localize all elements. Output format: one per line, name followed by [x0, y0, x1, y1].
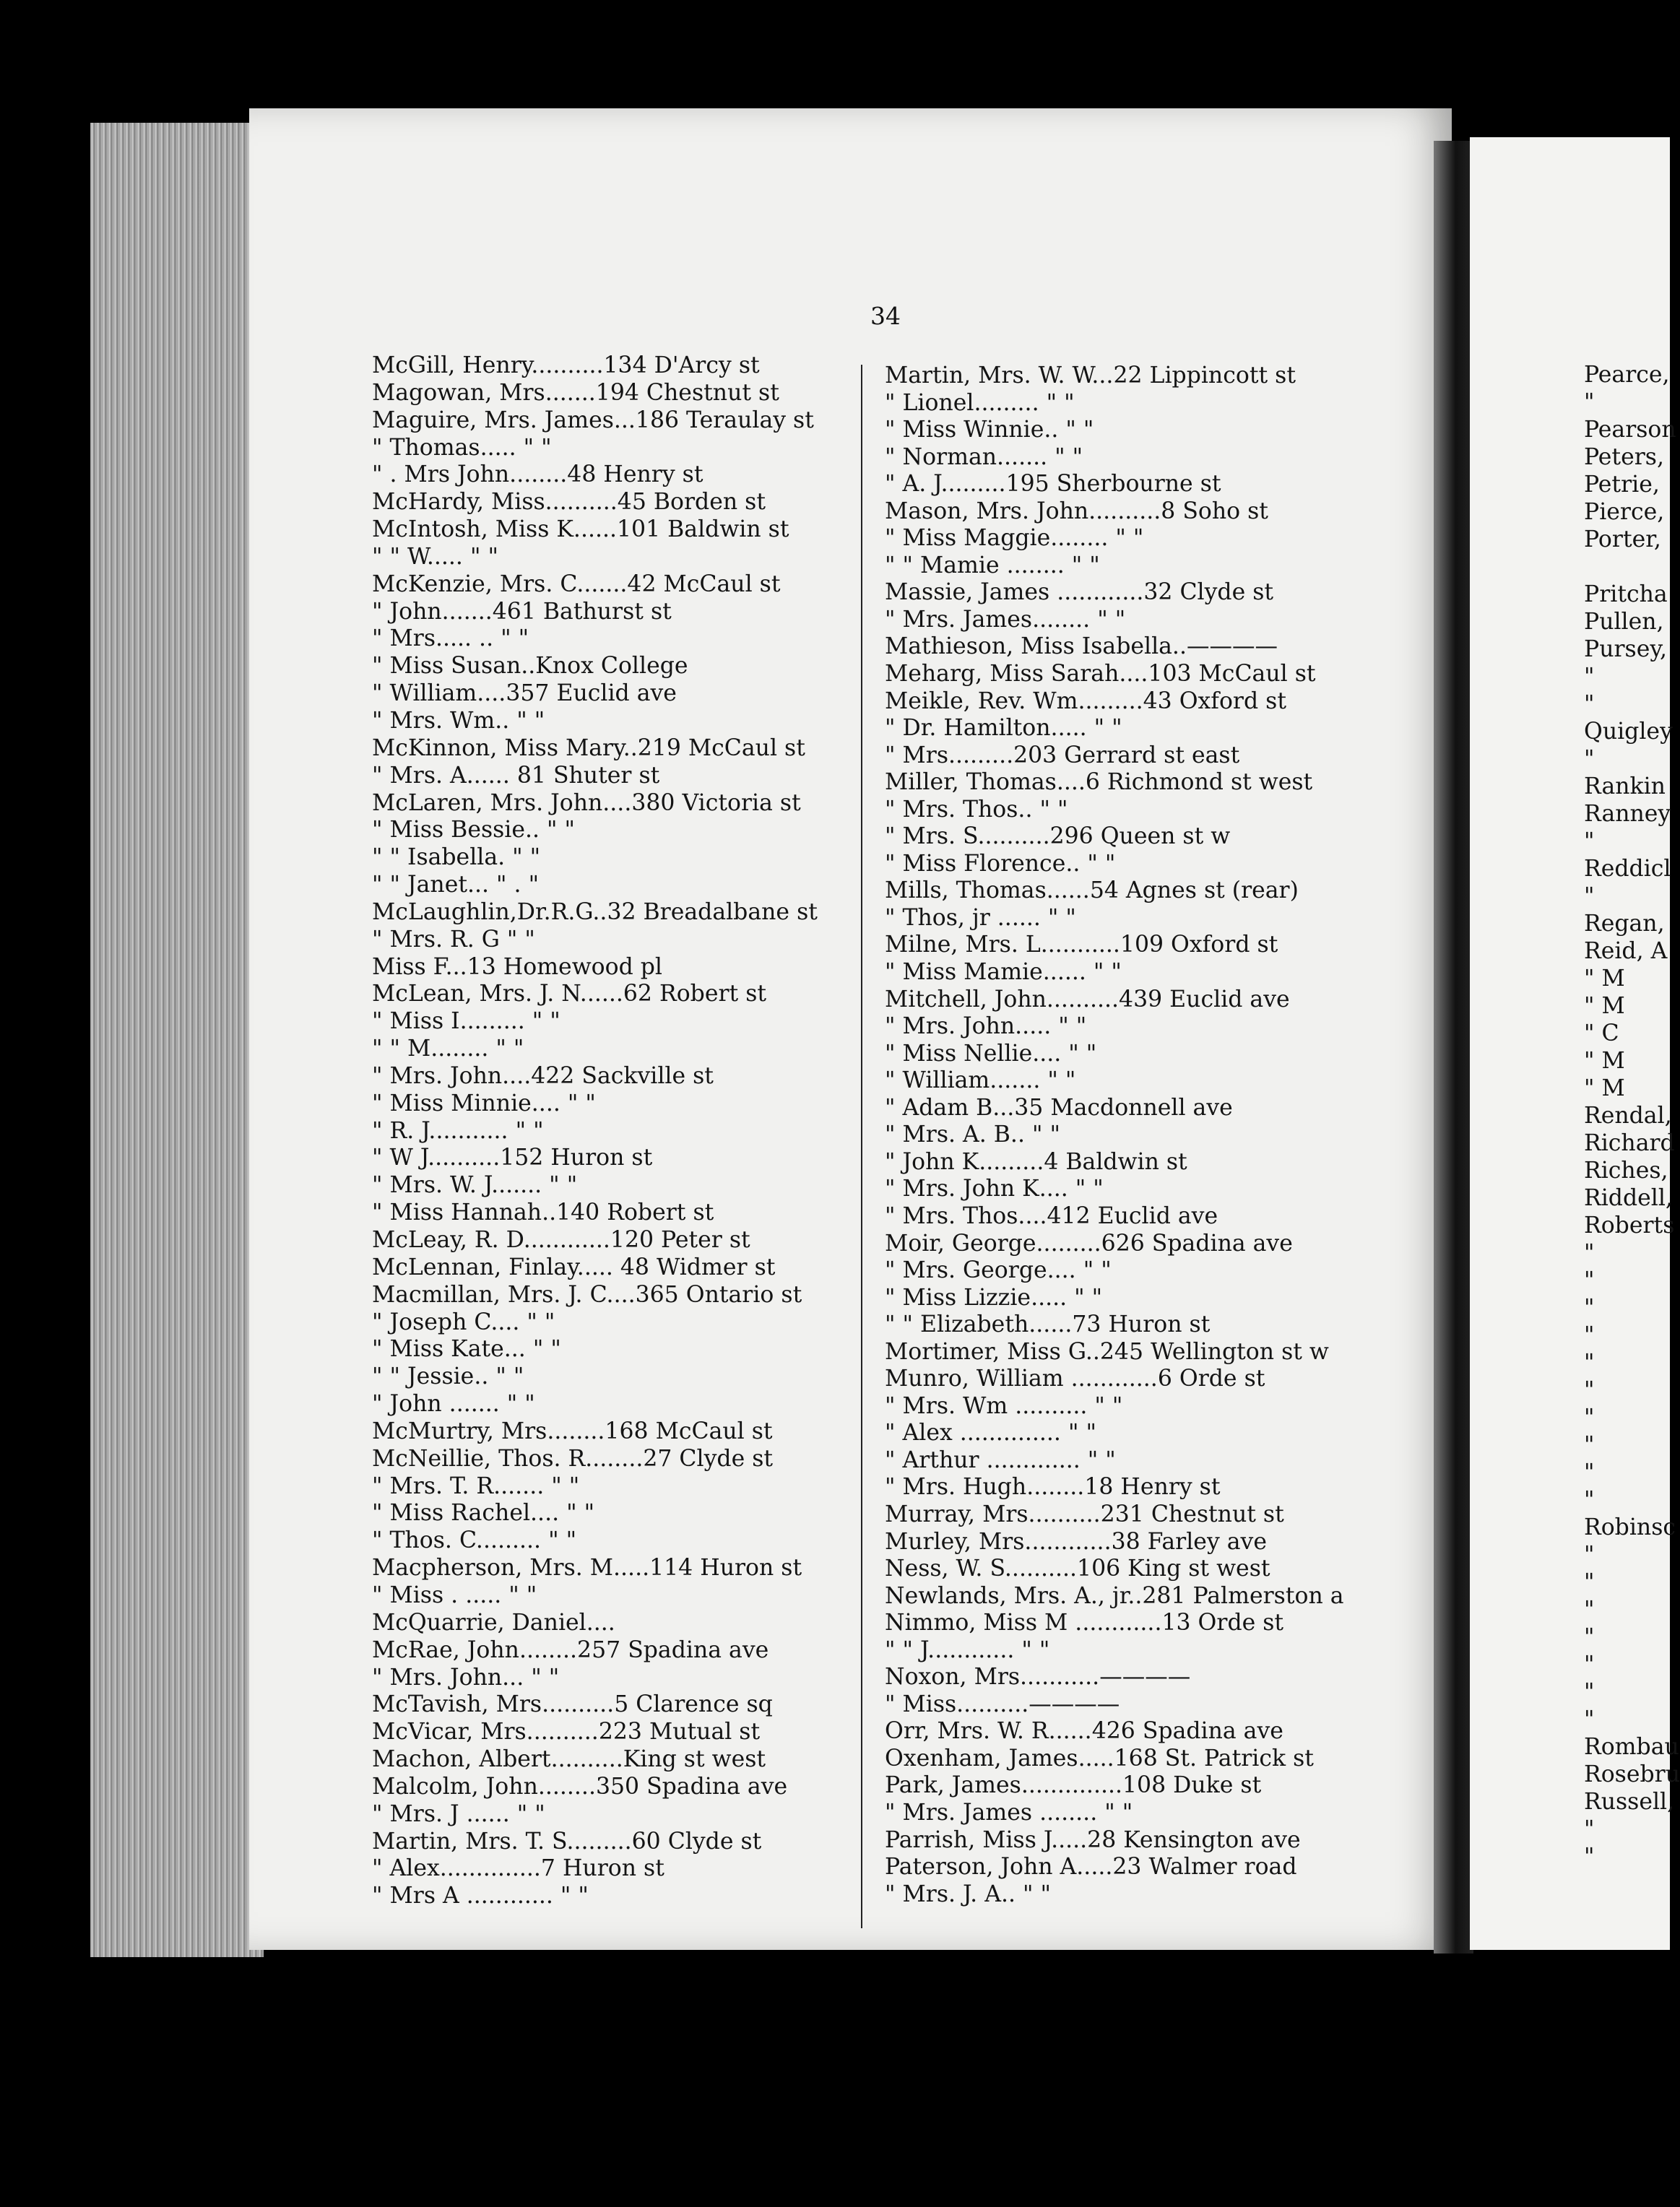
directory-entry: " M — [1584, 1075, 1625, 1101]
directory-entry: " Thomas..... " " — [372, 434, 552, 461]
directory-entry: " Alex .............. " " — [885, 1420, 1096, 1447]
directory-entry: " John ....... " " — [372, 1391, 535, 1418]
directory-entry: McLeay, R. D............120 Peter st — [372, 1227, 750, 1253]
directory-column-middle — [885, 363, 1376, 1908]
directory-entry: " Miss Hannah..140 Robert st — [372, 1200, 714, 1226]
directory-entry: " — [1584, 389, 1595, 415]
directory-entry: " Mrs. Thos....412 Euclid ave — [885, 1202, 1218, 1229]
directory-entry: " William....357 Euclid ave — [372, 680, 677, 707]
directory-entry: McGill, Henry..........134 D'Arcy st — [372, 352, 760, 378]
directory-entry: Rankin — [1584, 773, 1666, 799]
directory-entry: " — [1584, 746, 1595, 772]
directory-entry: McLaren, Mrs. John....380 Victoria st — [372, 789, 801, 816]
directory-entry: Meharg, Miss Sarah....103 McCaul st — [885, 661, 1316, 688]
directory-entry: " Mrs. John..... " " — [885, 1013, 1087, 1040]
directory-entry: Park, James..............108 Duke st — [885, 1772, 1262, 1799]
directory-column-right-partial — [1584, 361, 1678, 1870]
directory-entry: Rosebru — [1584, 1761, 1680, 1787]
directory-entry: Murray, Mrs..........231 Chestnut st — [885, 1501, 1284, 1527]
directory-entry: " Mrs A ............ " " — [372, 1883, 589, 1909]
directory-entry: " — [1584, 1624, 1595, 1650]
directory-entry: " Miss Lizzie..... " " — [885, 1284, 1103, 1311]
directory-entry: Murley, Mrs............38 Farley ave — [885, 1528, 1267, 1555]
directory-entry: Mortimer, Miss G..245 Wellington st w — [885, 1338, 1329, 1365]
directory-entry: Pritcha — [1584, 581, 1668, 607]
directory-entry: Russell, — [1584, 1789, 1675, 1815]
directory-entry: Peters, — [1584, 444, 1664, 470]
directory-entry: " — [1584, 1240, 1595, 1266]
directory-entry — [1584, 553, 1678, 581]
directory-entry: " — [1584, 1569, 1595, 1595]
directory-entry: " M — [1584, 993, 1625, 1019]
directory-entry: " Arthur ............. " " — [885, 1447, 1116, 1473]
column-divider — [861, 365, 862, 1928]
directory-entry: " Mrs. S..........296 Queen st w — [885, 823, 1231, 850]
directory-entry: " Joseph C.... " " — [372, 1309, 555, 1335]
directory-entry: " Mrs. John K.... " " — [885, 1176, 1104, 1202]
directory-entry: " " Janet... " . " — [372, 872, 540, 898]
directory-entry: " — [1584, 1295, 1595, 1321]
directory-entry: " Mrs. Wm .......... " " — [885, 1392, 1123, 1419]
directory-entry: Macpherson, Mrs. M.....114 Huron st — [372, 1555, 802, 1582]
directory-entry: McRae, John........257 Spadina ave — [372, 1636, 769, 1663]
directory-entry: Miller, Thomas....6 Richmond st west — [885, 769, 1313, 796]
directory-entry: Paterson, John A.....23 Walmer road — [885, 1854, 1297, 1881]
directory-entry: " Dr. Hamilton..... " " — [885, 715, 1122, 742]
directory-entry: McQuarrie, Daniel.... — [372, 1609, 615, 1636]
directory-entry: Milne, Mrs. L...........109 Oxford st — [885, 932, 1278, 958]
directory-entry: Pearce, — [1584, 362, 1670, 388]
directory-entry: Munro, William ............6 Orde st — [885, 1366, 1265, 1392]
directory-entry: Rendal, — [1584, 1103, 1672, 1129]
directory-entry: McVicar, Mrs..........223 Mutual st — [372, 1719, 761, 1746]
directory-entry: Riches, — [1584, 1158, 1668, 1184]
directory-entry: " Mrs. James........ " " — [885, 606, 1126, 633]
directory-entry: Machon, Albert..........King st west — [372, 1746, 766, 1773]
directory-entry: Robinsc — [1584, 1514, 1676, 1540]
directory-entry: " — [1584, 1377, 1595, 1403]
directory-entry: " Mrs. John....422 Sackville st — [372, 1062, 714, 1089]
directory-entry: Newlands, Mrs. A., jr..281 Palmerston a — [885, 1582, 1344, 1609]
directory-entry: Miss F...13 Homewood pl — [372, 953, 663, 980]
directory-entry: " Mrs. R. G " " — [372, 926, 535, 953]
directory-entry: " Mrs. George.... " " — [885, 1257, 1112, 1284]
directory-entry: " — [1584, 1816, 1595, 1842]
directory-entry: Nimmo, Miss M ............13 Orde st — [885, 1610, 1284, 1636]
directory-entry: " " W..... " " — [372, 543, 498, 570]
directory-entry: McLennan, Finlay..... 48 Widmer st — [372, 1254, 776, 1280]
directory-entry: Richard — [1584, 1130, 1675, 1156]
directory-entry: " Mrs. A. B.. " " — [885, 1122, 1060, 1148]
directory-entry: " Miss Rachel.... " " — [372, 1500, 595, 1527]
directory-entry: " — [1584, 1460, 1595, 1486]
directory-entry: " " Jessie.. " " — [372, 1363, 524, 1390]
directory-entry: " John.......461 Bathurst st — [372, 598, 672, 625]
directory-entry: " Miss Susan..Knox College — [372, 653, 688, 680]
directory-entry: Porter, — [1584, 526, 1661, 552]
directory-entry: " — [1584, 1844, 1595, 1870]
directory-entry: Reddicl — [1584, 856, 1671, 882]
directory-entry: Oxenham, James.....168 St. Patrick st — [885, 1745, 1314, 1772]
directory-entry: " — [1584, 1542, 1595, 1568]
directory-entry: " R. J........... " " — [372, 1117, 544, 1144]
directory-entry: " — [1584, 1679, 1595, 1705]
directory-entry: Reid, A — [1584, 938, 1668, 964]
directory-entry: Meikle, Rev. Wm.........43 Oxford st — [885, 688, 1286, 714]
directory-column-left — [372, 352, 856, 1910]
directory-entry: " — [1584, 1707, 1595, 1733]
directory-entry: " Miss..........———— — [885, 1691, 1120, 1717]
directory-entry: " Miss Bessie.. " " — [372, 817, 576, 844]
directory-entry: " Thos, jr ...... " " — [885, 904, 1076, 931]
directory-entry: " C — [1584, 1020, 1619, 1046]
directory-entry: McNeillie, Thos. R........27 Clyde st — [372, 1445, 774, 1472]
directory-entry: " A. J.........195 Sherbourne st — [885, 471, 1221, 498]
directory-entry: " — [1584, 1432, 1595, 1458]
directory-entry: " — [1584, 1322, 1595, 1348]
directory-entry: Pullen, — [1584, 609, 1664, 635]
directory-entry: McKinnon, Miss Mary..219 McCaul st — [372, 734, 805, 761]
directory-entry: Pierce, — [1584, 499, 1665, 525]
directory-entry: Mills, Thomas......54 Agnes st (rear) — [885, 877, 1299, 904]
directory-entry: McTavish, Mrs..........5 Clarence sq — [372, 1691, 773, 1718]
directory-entry: " Miss Minnie.... " " — [372, 1090, 596, 1116]
directory-entry: " Thos. C......... " " — [372, 1527, 577, 1554]
directory-entry: McLean, Mrs. J. N......62 Robert st — [372, 981, 767, 1007]
directory-entry: " Miss . ..... " " — [372, 1582, 537, 1608]
directory-entry: " Mrs..... .. " " — [372, 625, 529, 652]
directory-entry: Parrish, Miss J.....28 Kensington ave — [885, 1826, 1301, 1853]
directory-entry: " Mrs. A...... 81 Shuter st — [372, 762, 660, 789]
page-number: 34 — [870, 302, 901, 330]
directory-entry: " Alex..............7 Huron st — [372, 1855, 664, 1882]
directory-entry: " — [1584, 1652, 1595, 1678]
directory-entry: McMurtry, Mrs........168 McCaul st — [372, 1418, 773, 1444]
directory-entry: Pearson — [1584, 417, 1676, 443]
directory-entry: " " Mamie ........ " " — [885, 552, 1100, 578]
page-edge-stack — [90, 123, 264, 1957]
directory-entry: " Mrs. Hugh........18 Henry st — [885, 1474, 1221, 1501]
directory-entry: " Lionel......... " " — [885, 389, 1075, 416]
directory-entry: " Miss Mamie...... " " — [885, 959, 1122, 986]
directory-entry: Maguire, Mrs. James...186 Teraulay st — [372, 407, 814, 433]
directory-entry: " Mrs. T. R....... " " — [372, 1473, 580, 1499]
directory-entry: " " J............ " " — [885, 1636, 1050, 1663]
directory-entry: " — [1584, 1405, 1595, 1431]
directory-entry: " — [1584, 828, 1595, 854]
directory-entry: " — [1584, 883, 1595, 909]
book-gutter — [1434, 141, 1473, 1954]
directory-entry: Massie, James ............32 Clyde st — [885, 579, 1274, 606]
directory-entry: " Norman....... " " — [885, 443, 1083, 470]
directory-entry: Mason, Mrs. John..........8 Soho st — [885, 498, 1268, 524]
directory-entry: " Miss Kate... " " — [372, 1336, 561, 1363]
directory-entry: " Miss Nellie.... " " — [885, 1040, 1097, 1067]
directory-entry: " . Mrs John........48 Henry st — [372, 461, 703, 488]
directory-entry: " — [1584, 1350, 1595, 1376]
directory-entry: Rombau — [1584, 1734, 1679, 1760]
directory-entry: Roberts — [1584, 1213, 1675, 1239]
directory-entry: " " M........ " " — [372, 1036, 524, 1062]
directory-entry: " Mrs. Wm.. " " — [372, 707, 545, 734]
directory-entry: " " Isabella. " " — [372, 844, 541, 871]
directory-entry: Macmillan, Mrs. J. C....365 Ontario st — [372, 1281, 802, 1308]
directory-entry: Noxon, Mrs...........———— — [885, 1664, 1191, 1691]
directory-entry: " Adam B...35 Macdonnell ave — [885, 1094, 1233, 1121]
directory-entry: Mathieson, Miss Isabella..———— — [885, 633, 1278, 660]
directory-entry: " — [1584, 1267, 1595, 1293]
directory-entry: McHardy, Miss..........45 Borden st — [372, 489, 766, 516]
directory-entry: Moir, George.........626 Spadina ave — [885, 1230, 1293, 1257]
directory-entry: " Mrs. James ........ " " — [885, 1799, 1133, 1826]
directory-entry: Ranney — [1584, 801, 1671, 827]
directory-entry: Quigley — [1584, 719, 1673, 745]
directory-entry: McIntosh, Miss K......101 Baldwin st — [372, 516, 789, 543]
directory-entry: Malcolm, John........350 Spadina ave — [372, 1773, 788, 1800]
directory-entry: Riddell, — [1584, 1185, 1673, 1211]
directory-entry: Petrie, — [1584, 472, 1660, 498]
directory-entry: " Mrs. J. A.. " " — [885, 1881, 1051, 1907]
directory-entry: " — [1584, 691, 1595, 717]
directory-entry: McKenzie, Mrs. C.......42 McCaul st — [372, 571, 781, 597]
directory-entry: " — [1584, 1487, 1595, 1513]
directory-entry: " — [1584, 664, 1595, 690]
directory-entry: " Mrs.........203 Gerrard st east — [885, 742, 1240, 768]
directory-entry: " Miss Maggie........ " " — [885, 525, 1144, 552]
directory-entry: Mitchell, John..........439 Euclid ave — [885, 986, 1290, 1013]
directory-entry: " " Elizabeth......73 Huron st — [885, 1311, 1211, 1338]
directory-entry: Martin, Mrs. T. S.........60 Clyde st — [372, 1828, 762, 1855]
directory-entry: " M — [1584, 1048, 1625, 1074]
directory-entry: " Miss Florence.. " " — [885, 850, 1116, 877]
directory-entry: " — [1584, 1597, 1595, 1623]
directory-entry: " Mrs. W. J....... " " — [372, 1172, 578, 1199]
directory-entry: " M — [1584, 966, 1625, 992]
directory-entry: Magowan, Mrs.......194 Chestnut st — [372, 379, 779, 406]
directory-entry: " Mrs. J ...... " " — [372, 1800, 545, 1827]
directory-entry: " Mrs. Thos.. " " — [885, 796, 1068, 823]
directory-entry: Martin, Mrs. W. W...22 Lippincott st — [885, 363, 1296, 389]
directory-entry: " Mrs. John... " " — [372, 1664, 560, 1691]
directory-entry: McLaughlin,Dr.R.G..32 Breadalbane st — [372, 898, 818, 925]
directory-entry: " John K.........4 Baldwin st — [885, 1148, 1187, 1175]
directory-entry: " W J..........152 Huron st — [372, 1145, 653, 1171]
directory-entry: Ness, W. S..........106 King st west — [885, 1556, 1270, 1582]
directory-entry: Pursey, — [1584, 636, 1667, 662]
directory-entry: Orr, Mrs. W. R......426 Spadina ave — [885, 1718, 1283, 1745]
directory-entry: " Miss I......... " " — [372, 1008, 560, 1035]
directory-entry: " William....... " " — [885, 1067, 1076, 1094]
directory-entry: " Miss Winnie.. " " — [885, 417, 1094, 443]
directory-entry: Regan, — [1584, 911, 1665, 937]
